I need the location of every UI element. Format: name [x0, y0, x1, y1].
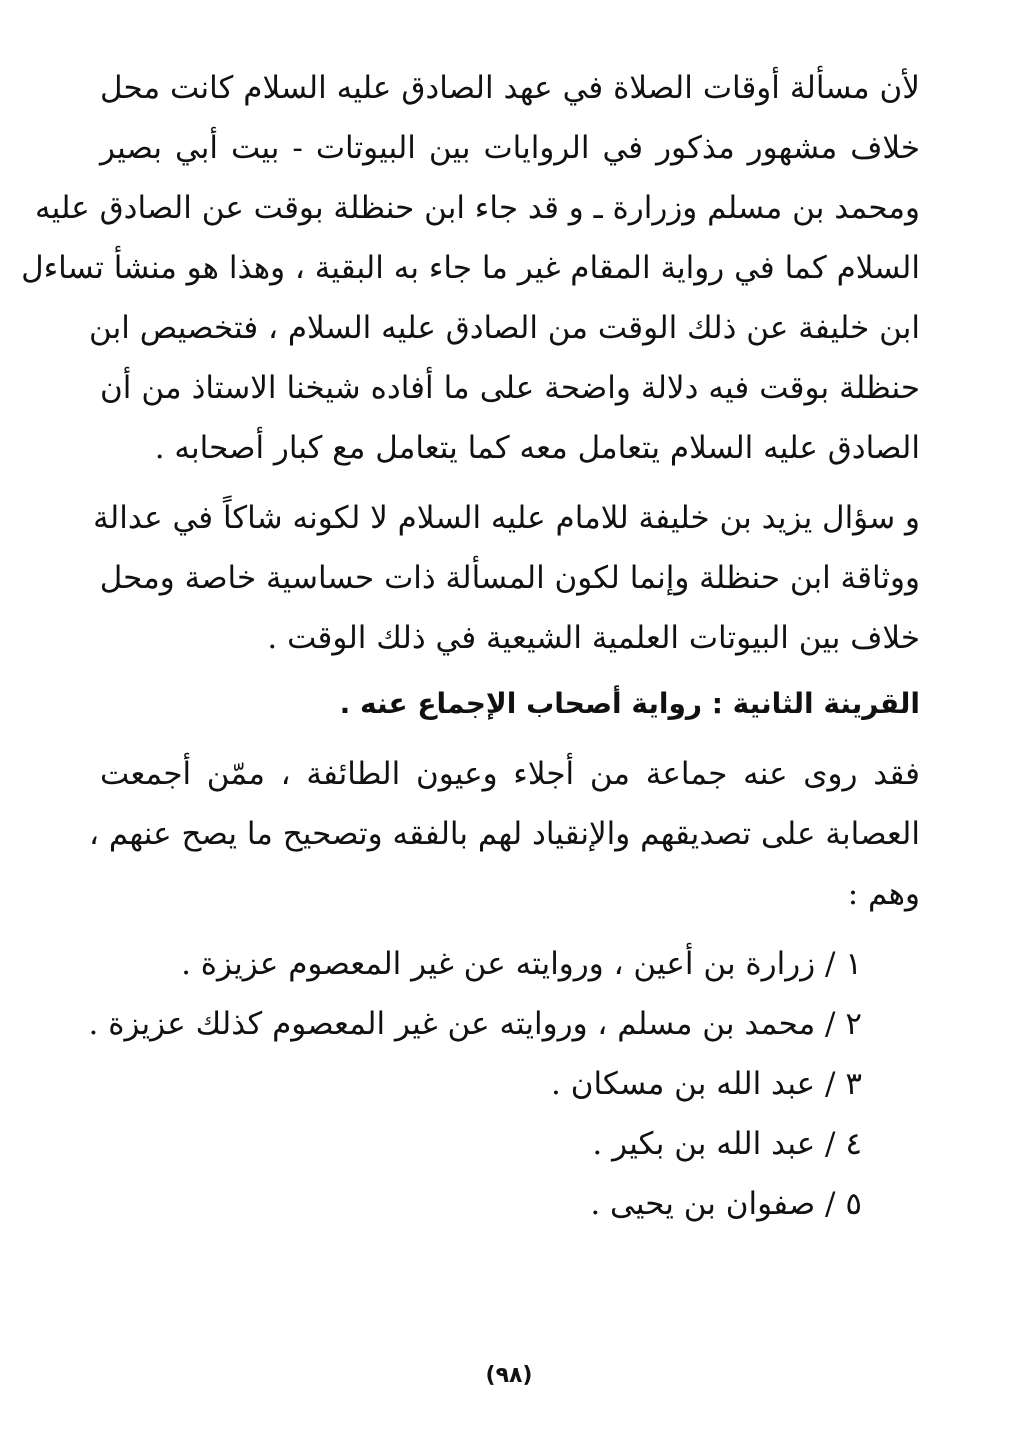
list-item: ٥ / صفوان بن يحيى .: [590, 1186, 862, 1222]
text-line: الصادق عليه السلام يتعامل معه كما يتعامل مع كبار أصحابه .: [154, 430, 920, 466]
text-line: و سؤال يزيد بن خليفة للامام عليه السلام لا لكونه شاكاً في عدالة: [93, 500, 920, 536]
text-line: حنظلة بوقت فيه دلالة واضحة على ما أفاده شيخنا الاستاذ من أن: [100, 370, 920, 406]
text-line: خلاف مشهور مذكور في الروايات بين البيوتات - بيت أبي بصير: [100, 130, 920, 166]
text-line: خلاف بين البيوتات العلمية الشيعية في ذلك الوقت .: [267, 620, 920, 656]
paragraph-2: [93, 488, 920, 668]
text-line: ابن خليفة عن ذلك الوقت من الصادق عليه السلام ، فتخصيص ابن: [89, 310, 920, 346]
text-line: ومحمد بن مسلم وزرارة ـ و قد جاء ابن حنظلة بوقت عن الصادق عليه: [35, 190, 920, 226]
section-heading: القرينة الثانية : رواية أصحاب الإجماع عنه .: [339, 687, 920, 720]
list-item: ٢ / محمد بن مسلم ، وروايته عن غير المعصوم كذلك عزيزة .: [88, 1006, 862, 1042]
document-page: [21, 58, 920, 1234]
paragraph-1: [21, 58, 920, 478]
list-item: ١ / زرارة بن أعين ، وروايته عن غير المعصوم عزيزة .: [181, 946, 862, 982]
paragraph-3: [89, 744, 920, 924]
text-line: العصابة على تصديقهم والإنقياد لهم بالفقه وتصحيح ما يصح عنهم ،: [89, 816, 920, 852]
list-item: ٣ / عبد الله بن مسكان .: [551, 1066, 862, 1102]
text-line: فقد روى عنه جماعة من أجلاء وعيون الطائفة ، ممّن أجمعت: [100, 756, 920, 792]
text-line: وهم :: [847, 876, 920, 912]
text-line: لأن مسألة أوقات الصلاة في عهد الصادق عليه السلام كانت محل: [100, 70, 920, 106]
list-item: ٤ / عبد الله بن بكير .: [592, 1126, 862, 1162]
page-number: (٩٨): [485, 1363, 533, 1388]
text-line: ووثاقة ابن حنظلة وإنما لكون المسألة ذات حساسية خاصة ومحل: [99, 560, 920, 596]
text-line: السلام كما في رواية المقام غير ما جاء به البقية ، وهذا هو منشأ تساءل: [21, 250, 920, 286]
narrators-list: [88, 934, 920, 1234]
